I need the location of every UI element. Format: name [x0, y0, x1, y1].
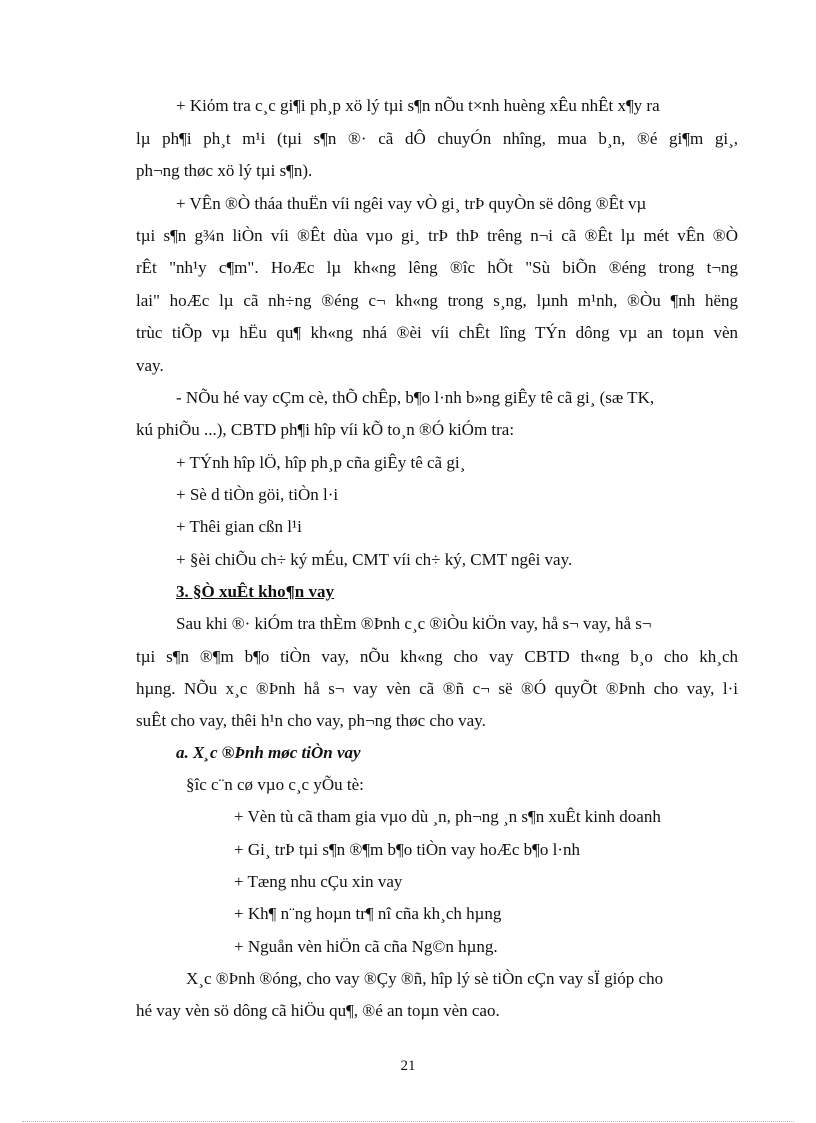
- paragraph-line: X¸c ®Þnh ®óng, cho vay ®Çy ®ñ, hîp lý sè tiÒn cÇn vay sÏ gióp cho: [186, 969, 664, 988]
- list-item: + Thêi gian cßn l¹i: [176, 517, 302, 536]
- paragraph-line: kú phiÕu ...), CBTD ph¶i hîp víi kÕ to¸n ®Ó kiÓm tra:: [136, 420, 515, 439]
- paragraph-line: tµi s¶n g¾n liÒn víi ®Êt dùa vµo gi¸ trÞ thÞ trêng n¬i cã ®Êt lµ mét vÊn ®Ò: [136, 226, 738, 245]
- list-item: + Gi¸ trÞ tµi s¶n ®¶m b¶o tiÒn vay hoÆc b¶o l·nh: [234, 840, 580, 859]
- paragraph-line: hé vay vèn sö dông cã hiÖu qu¶, ®é an toµn vèn cao.: [136, 1001, 500, 1020]
- paragraph-line: ph¬ng thøc xö lý tµi s¶n).: [136, 161, 313, 180]
- paragraph-line: rÊt "nh¹y c¶m". HoÆc lµ kh«ng lêng ®îc hÕt "Sù biÕn ®éng trong t¬ng: [136, 258, 738, 277]
- paragraph-line: vay.: [136, 356, 164, 375]
- list-item: + Nguån vèn hiÖn cã cña Ng©n hµng.: [234, 937, 498, 956]
- paragraph-line: lai" hoÆc lµ cã nh÷ng ®éng c¬ kh«ng trong s¸ng, lµnh m¹nh, ®Òu ¶nh hëng: [136, 291, 738, 310]
- list-item: + §èi chiÕu ch÷ ký mÉu, CMT víi ch÷ ký, CMT ngêi vay.: [176, 550, 573, 569]
- paragraph-line: lµ ph¶i ph¸t m¹i (tµi s¶n ®· cã dÔ chuyÓn nhîng, mua b¸n, ®é gi¶m gi¸,: [136, 129, 738, 148]
- paragraph-line: + Kiόm tra c¸c gi¶i ph¸p xö lý tµi s¶n nÕu t×nh huèng xÊu nhÊt x¶y ra: [176, 96, 660, 115]
- paragraph-line: trùc tiÕp vµ hËu qu¶ kh«ng nhá ®èi víi chÊt lîng TÝn dông vµ an toµn vèn: [136, 323, 738, 342]
- paragraph-line: hµng. NÕu x¸c ®Þnh hå s¬ vay vèn cã ®ñ c¬ së ®Ó quyÕt ®Þnh cho vay, l·i: [136, 679, 738, 698]
- page-bottom-rule: [22, 1121, 794, 1122]
- paragraph-line: tµi s¶n ®¶m b¶o tiÒn vay, nÕu kh«ng cho vay CBTD th«ng b¸o cho kh¸ch: [136, 647, 738, 666]
- subsection-heading: a. X¸c ®Þnh møc tiÒn vay: [176, 743, 361, 762]
- paragraph-line: Sau khi ®· kiÓm tra thÈm ®Þnh c¸c ®iÒu kiÖn vay, hå s¬ vay, hå s¬: [176, 614, 652, 633]
- section-heading: 3. §Ò xuÊt kho¶n vay: [176, 582, 334, 601]
- list-item: + Tæng nhu cÇu xin vay: [234, 872, 403, 891]
- list-item: + Sè d tiÒn göi, tiÒn l·i: [176, 485, 339, 504]
- page-number: 21: [400, 1058, 416, 1074]
- paragraph-line: - NÕu hé vay cÇm cè, thÕ chÊp, b¶o l·nh b»ng giÊy tê cã gi¸ (sæ TK,: [176, 388, 655, 407]
- list-item: + Kh¶ n¨ng hoµn tr¶ nî cña kh¸ch hµng: [234, 904, 502, 923]
- list-item: + TÝnh hîp lÖ, hîp ph¸p cña giÊy tê cã gi¸: [176, 453, 466, 472]
- list-item: + Vèn tù cã tham gia vµo dù ¸n, ph¬ng ¸n s¶n xuÊt kinh doanh: [234, 807, 661, 826]
- paragraph-line: + VÊn ®Ò tháa thuËn víi ngêi vay vÒ gi¸ trÞ quyÒn së dông ®Êt vµ: [176, 194, 647, 213]
- paragraph-line: suÊt cho vay, thêi h¹n cho vay, ph¬ng thøc cho vay.: [136, 711, 486, 730]
- paragraph-line: §îc c¨n cø vµo c¸c yÕu tè:: [186, 775, 364, 794]
